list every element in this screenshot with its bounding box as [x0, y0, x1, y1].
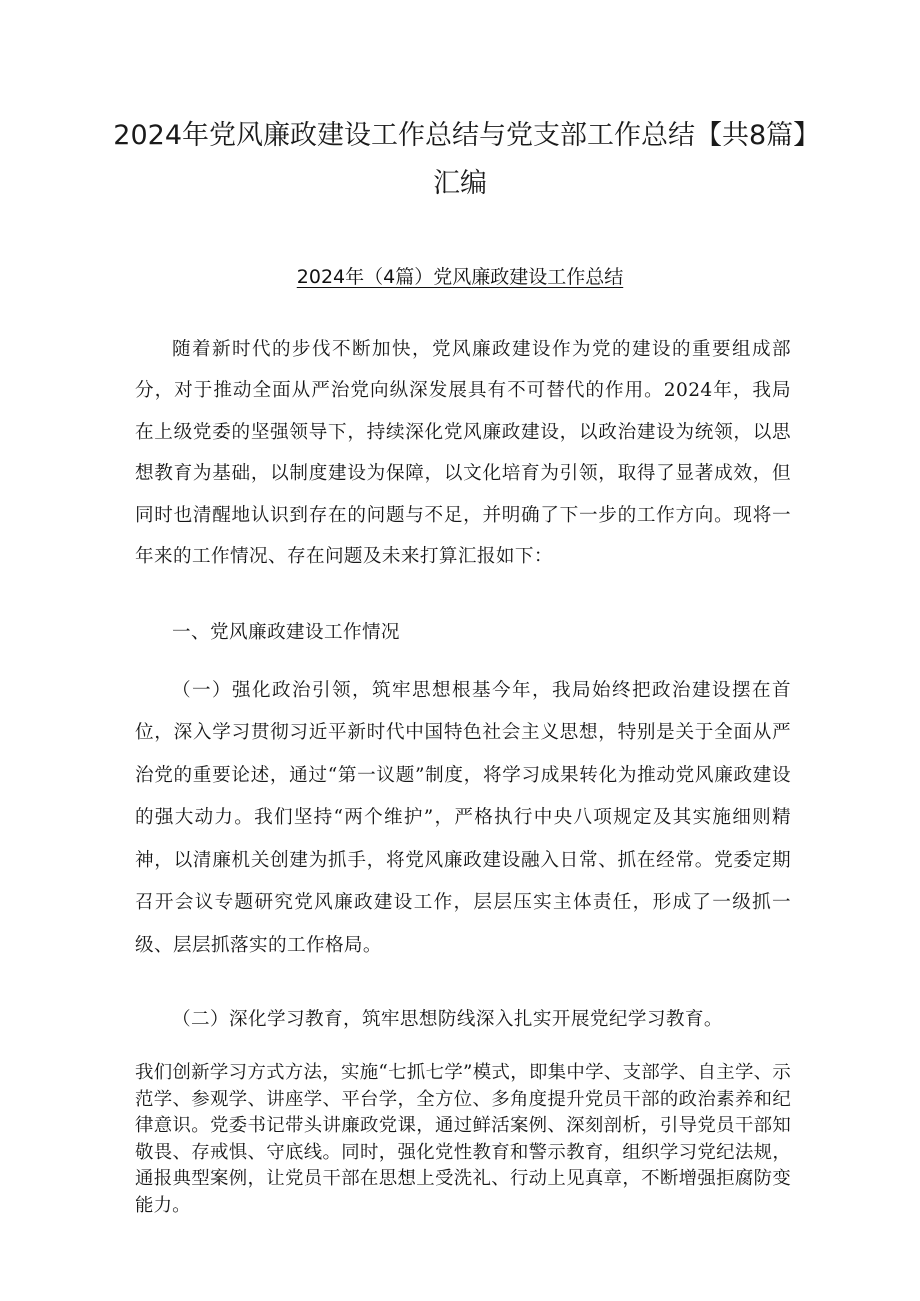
intro-paragraph: 随着新时代的步伐不断加快，党风廉政建设作为党的建设的重要组成部分，对于推动全面从严治党向纵深发展具有不可替代的作用。2024年，我局在上级党委的坚强领导下，持续深化党风廉政建设，以政治建设为统领，以思想教育为基础，以制度建设为保障，以文化培育为引领，取得了显著成效，但同时也清醒地认识到存在的问题与不足，并明确了下一步的工作方向。现将一年来的工作情况、存在问题及未来打算汇报如下： — [135, 338, 791, 568]
subsection-one-paragraph: （一）强化政治引领，筑牢思想根基今年，我局始终把政治建设摆在首位，深入学习贯彻习近平新时代中国特色社会主义思想，特别是关于全面从严治党的重要论述，通过“第一议题”制度，将学习成果转化为推动党风廉政建设的强大动力。我们坚持“两个维护”，严格执行中央八项规定及其实施细则精神，以清廉机关创建为抓手，将党风廉政建设融入日常、抓在经常。党委定期召开会议专题研究党风廉政建设工作，层层压实主体责任，形成了一级抓一级、层层抓落实的工作格局。 — [135, 679, 791, 956]
subsection-two-heading: （二）深化学习教育，筑牢思想防线深入扎实开展党纪学习教育。 — [172, 1008, 723, 1030]
section-heading — [110, 262, 810, 292]
subsection-two-paragraph: 我们创新学习方式方法，实施“七抓七学”模式，即集中学、支部学、自主学、示范学、参观学、讲座学、平台学，全方位、多角度提升党员干部的政治素养和纪律意识。党委书记带头讲廉政党课，通过鲜活案例、深刻剖析，引导党员干部知敬畏、存戒惧、守底线。同时，强化党性教育和警示教育，组织学习党纪法规，通报典型案例，让党员干部在思想上受洗礼、行动上见真章，不断增强拒腐防变能力。 — [135, 1062, 791, 1216]
document-title: 2024年党风廉政建设工作总结与党支部工作总结【共8篇】汇编 — [113, 120, 807, 199]
section-heading-text: 2024年（4篇）党风廉政建设工作总结 — [296, 266, 624, 288]
part-one-heading: 一、党风廉政建设工作情况 — [172, 621, 400, 643]
